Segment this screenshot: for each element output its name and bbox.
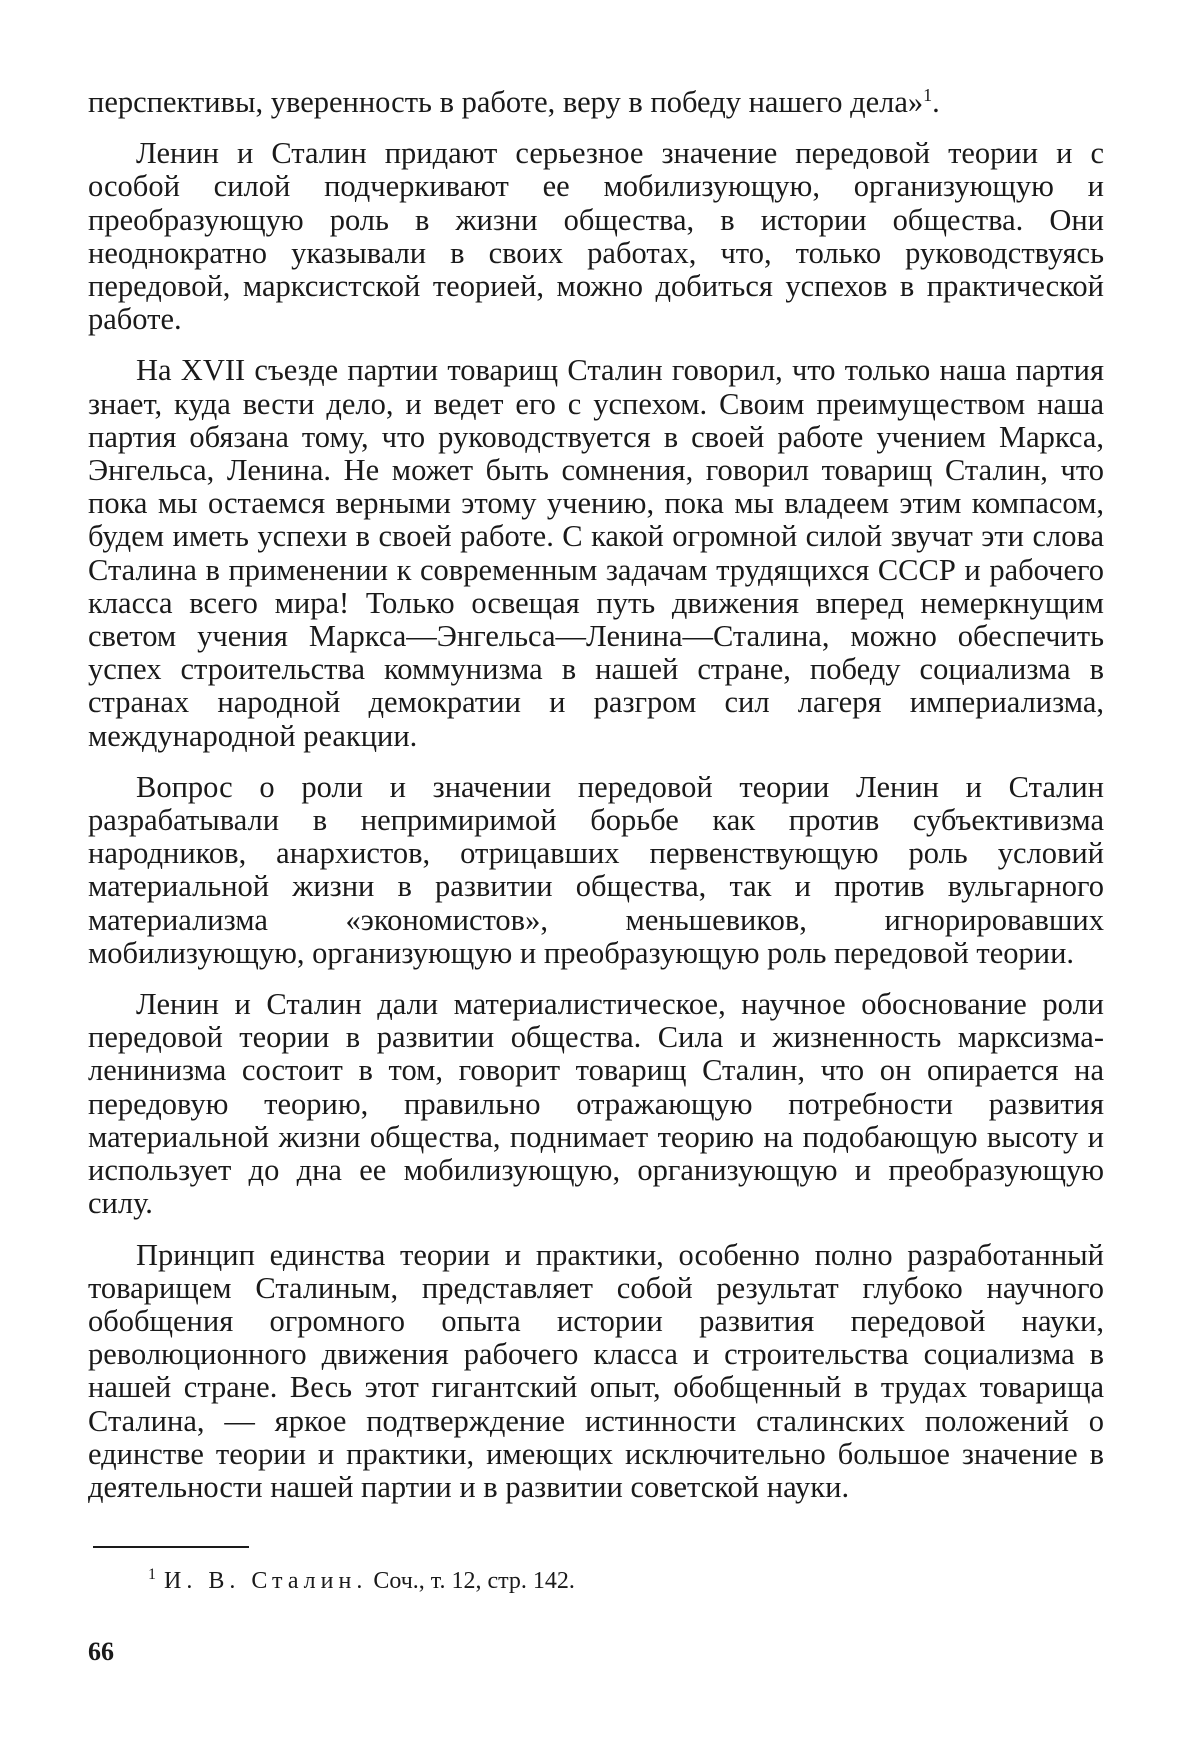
- paragraph-2: Ленин и Сталин придают серьезное значение передовой теории и с особой силой подчеркивают ее мобилизующую, организующую и преобразующую роль в жизни общества, в истории общества. Они неоднократно указывали в своих работах, что, только руководствуясь передовой, марксистской теорией, можно добиться успехов в практической работе.: [88, 136, 1104, 337]
- footnote-mark: 1: [148, 1566, 156, 1583]
- paragraph-6: Принцип единства теории и практики, особенно полно разработанный товарищем Сталиным, представляет собой результат глубоко научного обобщения огромного опыта истории развития передовой науки, революционного движения рабочего класса и строительства социализма в нашей стране. Весь этот гигантский опыт, обобщенный в трудах товарища Сталина, — яркое подтверждение истинности сталинских положений о единстве теории и практики, имеющих исключительно большое значение в деятельности нашей партии и в развитии советской науки.: [88, 1237, 1104, 1504]
- footnote-source: Соч., т. 12, стр. 142.: [367, 1568, 575, 1594]
- paragraph-5: Ленин и Сталин дали материалистическое, научное обоснование роли передовой теории в развитии общества. Сила и жизненность марксизма-ленинизма состоит в том, говорит товарищ Сталин, что он опирается на передовую теорию, правильно отражающую потребности развития материальной жизни общества, поднимает теорию на подобающую высоту и использует до дна ее мобилизующую, организующую и преобразующую силу.: [88, 987, 1104, 1221]
- footnote-reference[interactable]: 1: [923, 84, 933, 105]
- page-number: 66: [88, 1637, 114, 1666]
- footnote-author: И. В. Сталин.: [164, 1568, 368, 1594]
- paragraph-1-text: перспективы, уверенность в работе, веру в победу нашего дела»: [88, 85, 924, 119]
- footnote: [148, 1560, 575, 1596]
- paragraph-1: перспективы, уверенность в работе, веру в победу нашего дела»$^1$.: [88, 84, 940, 119]
- page-body: [88, 86, 1104, 1522]
- paragraph-4: Вопрос о роли и значении передовой теории Ленин и Сталин разрабатывали в непримиримой борьбе как против субъективизма народников, анархистов, отрицавших первенствующую роль условий материальной жизни в развитии общества, так и против вульгарного материализма «экономистов», меньшевиков, игнорировавших мобилизующую, организующую и преобразующую роль передовой теории.: [88, 769, 1104, 970]
- footnote-divider: [93, 1546, 249, 1548]
- paragraph-3: На XVII съезде партии товарищ Сталин говорил, что только наша партия знает, куда вести дело, и ведет его с успехом. Своим преимуществом наша партия обязана тому, что руководствуется в своей работе учением Маркса, Энгельса, Ленина. Не может быть сомнения, говорил товарищ Сталин, что пока мы остаемся верными этому учению, пока мы владеем этим компасом, будем иметь успехи в своей работе. С какой огромной силой звучат эти слова Сталина в применении к современным задачам трудящихся СССР и рабочего класса всего мира! Только освещая путь движения вперед немеркнущим светом учения Маркса—Энгельса—Ленина—Сталина, можно обеспечить успех строительства коммунизма в нашей стране, победу социализма в странах народной демократии и разгром сил лагеря империализма, международной реакции.: [88, 353, 1104, 753]
